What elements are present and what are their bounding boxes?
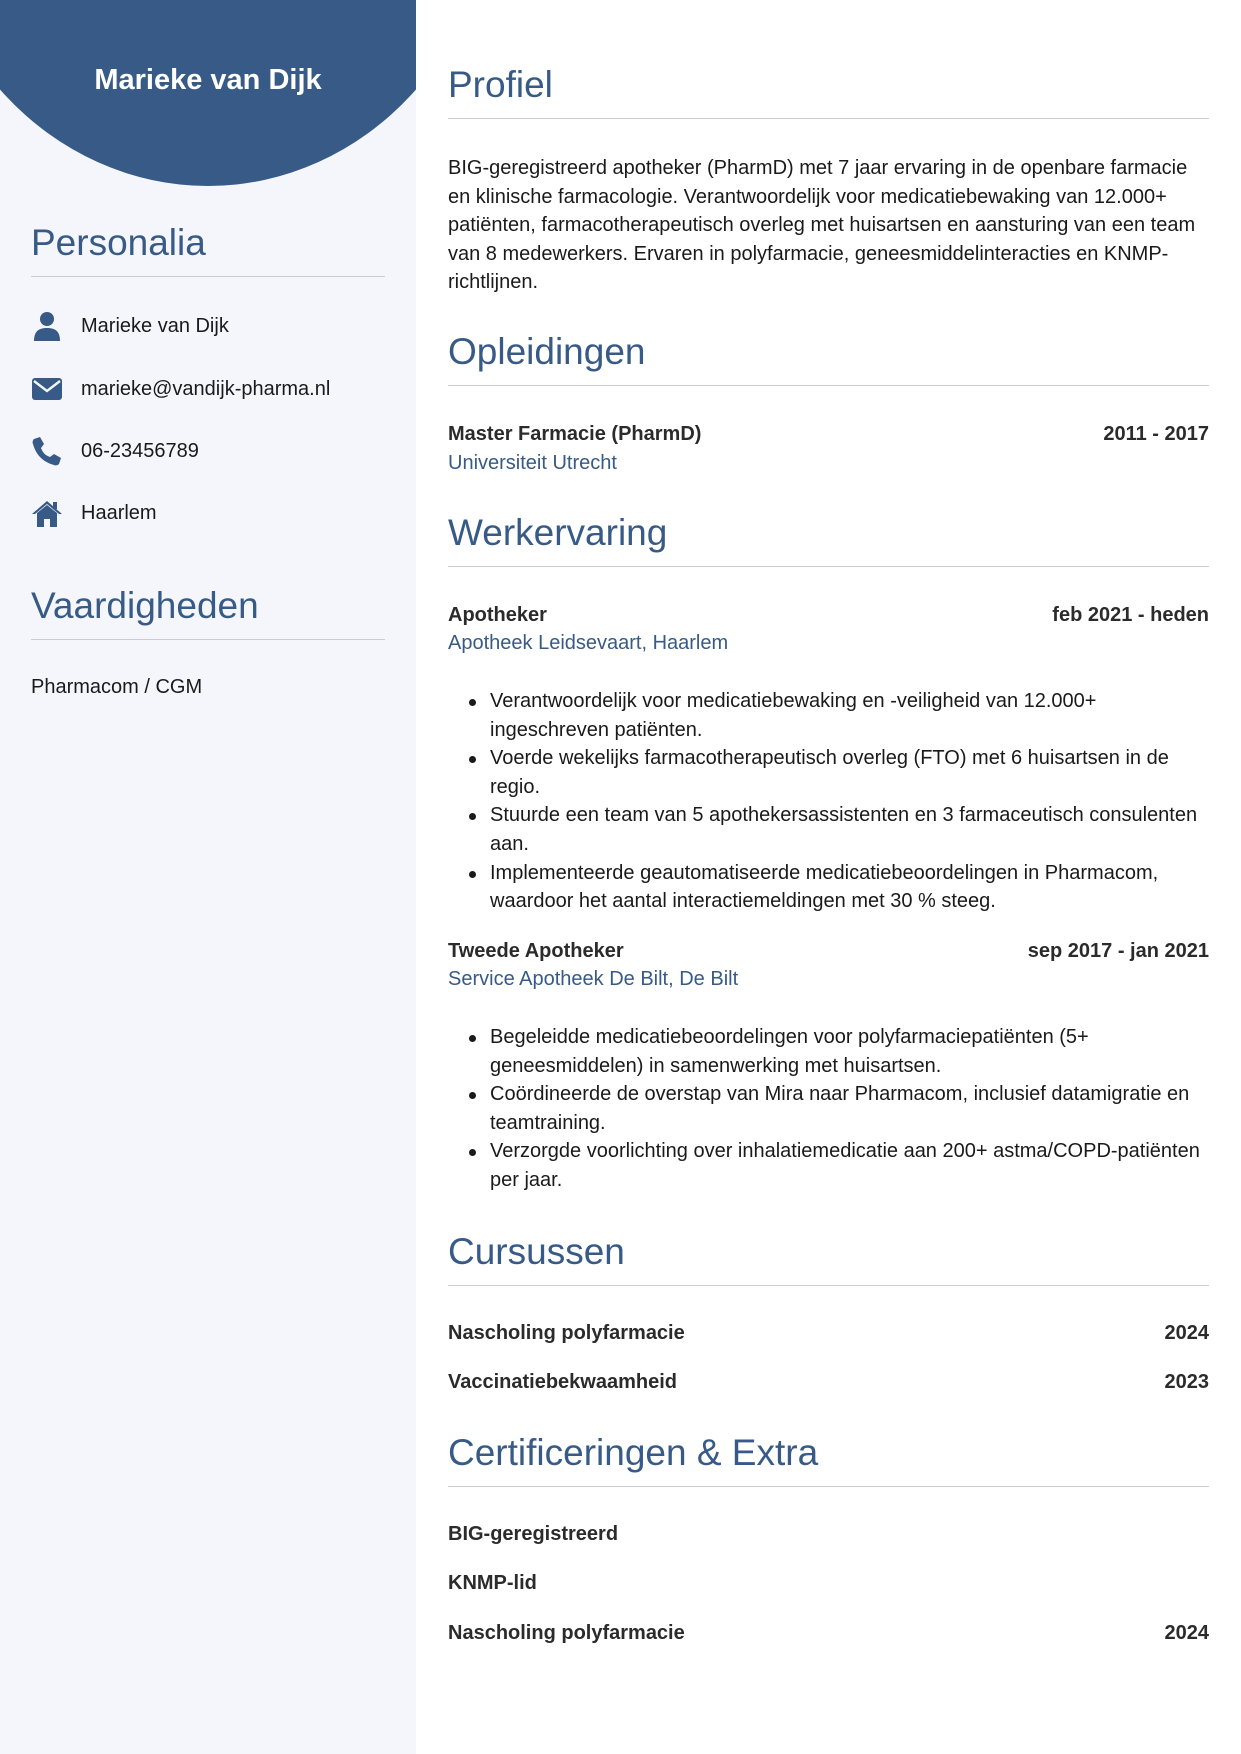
- certification-title: BIG-geregistreerd: [448, 1523, 619, 1545]
- job-title: Tweede Apotheker: [448, 940, 624, 962]
- certifications-section: [448, 1432, 1209, 1487]
- personalia-heading: Personalia: [31, 222, 385, 277]
- courses-section: [448, 1231, 1209, 1286]
- certification-title: KNMP-lid: [448, 1572, 537, 1594]
- job-date: sep 2017 - jan 2021: [1027, 940, 1209, 962]
- sidebar: [0, 0, 416, 1754]
- certifications-heading: Certificeringen & Extra: [448, 1432, 1209, 1487]
- skill-item: Pharmacom / CGM: [31, 676, 203, 698]
- course-entry: [448, 1322, 1209, 1345]
- profile-text: BIG-geregistreerd apotheker (PharmD) met 7 jaar ervaring in de openbare farmacie en klinische farmacologie. Verantwoordelijk voor medicatiebewaking van 12.000+ patiënten, farmacotherapeutisch overleg met huisartsen en aansturing van een team van 8 medewerkers. Ervaren in polyfarmacie, geneesmiddelinteracties en KNMP-richtlijnen.: [448, 157, 1196, 294]
- course-date: 2024: [1164, 1322, 1209, 1344]
- list-item: Verzorgde voorlichting over inhalatiemedicatie aan 200+ astma/COPD-patiënten per jaar.: [490, 1137, 1209, 1194]
- course-date: 2023: [1164, 1371, 1209, 1393]
- education-heading: Opleidingen: [448, 331, 1209, 386]
- job-title: Apotheker: [448, 604, 547, 626]
- list-item: Begeleidde medicatiebeoordelingen voor polyfarmaciepatiënten (5+ geneesmiddelen) in samenwerking met huisartsen.: [490, 1023, 1209, 1080]
- list-item: Verantwoordelijk voor medicatiebewaking en -veiligheid van 12.000+ ingeschreven patiënten.: [490, 687, 1209, 744]
- job-date: feb 2021 - heden: [1052, 604, 1209, 626]
- education-entry: [448, 423, 1209, 446]
- certification-entry: [448, 1622, 1209, 1645]
- list-item: Implementeerde geautomatiseerde medicatiebeoordelingen in Pharmacom, waardoor het aantal interactiemeldingen met 30 % steeg.: [490, 859, 1209, 916]
- job-company: Apotheek Leidsevaart, Haarlem: [448, 632, 729, 654]
- list-item: Coördineerde de overstap van Mira naar Pharmacom, inclusief datamigratie en teamtraining.: [490, 1080, 1209, 1137]
- certification-entry: [448, 1523, 1209, 1546]
- contact-phone-text[interactable]: 06-23456789: [81, 439, 199, 462]
- course-entry: [448, 1371, 1209, 1394]
- education-title: Master Farmacie (PharmD): [448, 423, 702, 445]
- contact-phone[interactable]: [31, 433, 199, 469]
- contact-location: [31, 495, 157, 531]
- education-section: [448, 331, 1209, 386]
- skills-heading: Vaardigheden: [31, 585, 385, 640]
- job-company: Service Apotheek De Bilt, De Bilt: [448, 968, 739, 990]
- courses-heading: Cursussen: [448, 1231, 1209, 1286]
- contact-name-text: Marieke van Dijk: [81, 314, 229, 337]
- course-title: Nascholing polyfarmacie: [448, 1322, 685, 1344]
- profile-section: [448, 64, 1209, 119]
- certification-entry: [448, 1572, 1209, 1595]
- contact-location-text: Haarlem: [81, 501, 157, 524]
- phone-icon: [31, 435, 63, 467]
- list-item: Stuurde een team van 5 apothekersassistenten en 3 farmaceutisch consulenten aan.: [490, 801, 1209, 858]
- job-bullets: [490, 1023, 1209, 1195]
- contact-name: [31, 308, 229, 344]
- contact-email-text[interactable]: marieke@vandijk-pharma.nl: [81, 377, 331, 400]
- candidate-name: Marieke van Dijk: [94, 64, 322, 96]
- profile-heading: Profiel: [448, 64, 1209, 119]
- user-icon: [31, 310, 63, 342]
- list-item: Voerde wekelijks farmacotherapeutisch overleg (FTO) met 6 huisartsen in de regio.: [490, 744, 1209, 801]
- experience-entry: [448, 940, 1209, 963]
- certification-title: Nascholing polyfarmacie: [448, 1622, 685, 1644]
- experience-section: [448, 512, 1209, 567]
- certification-date: 2024: [1164, 1622, 1209, 1644]
- experience-heading: Werkervaring: [448, 512, 1209, 567]
- experience-entry: [448, 604, 1209, 627]
- education-date: 2011 - 2017: [1103, 423, 1209, 445]
- envelope-icon: [31, 373, 63, 405]
- job-bullets: [490, 687, 1209, 916]
- education-institution: Universiteit Utrecht: [448, 452, 617, 474]
- course-title: Vaccinatiebekwaamheid: [448, 1371, 678, 1393]
- contact-email[interactable]: [31, 371, 330, 407]
- home-icon: [31, 497, 63, 529]
